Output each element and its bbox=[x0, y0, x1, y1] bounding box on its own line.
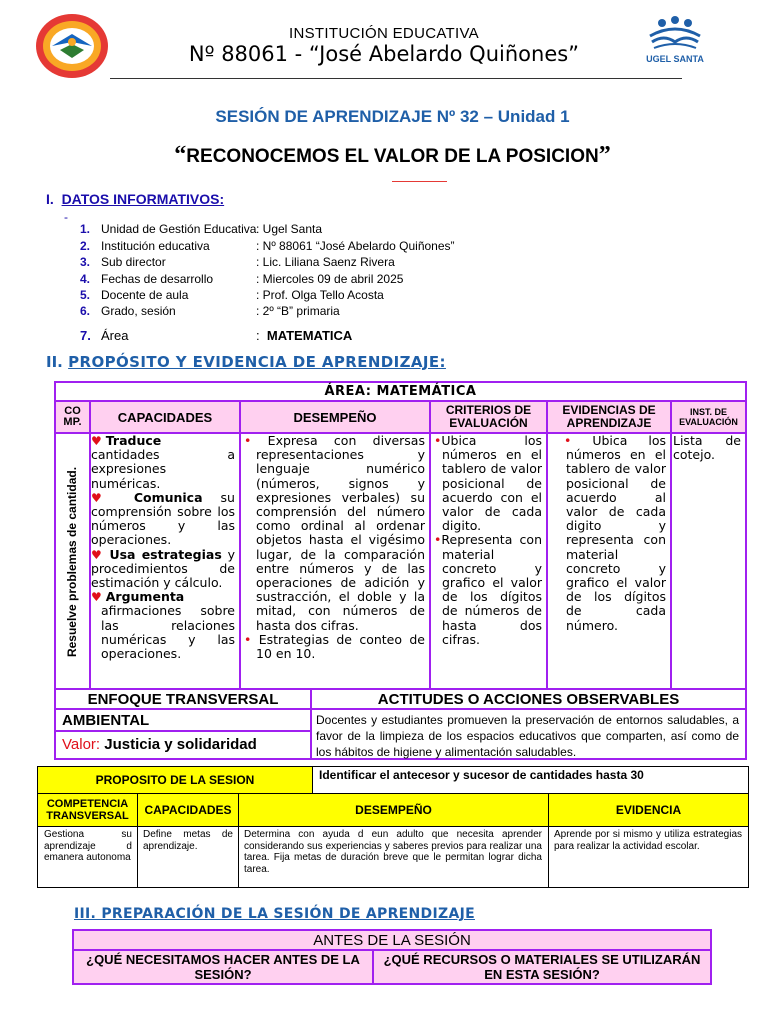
ptable-cell-comp: Gestiona su aprendizaje d emanera autonoma bbox=[37, 826, 138, 888]
antes-col1: ¿QUÉ NECESITAMOS HACER ANTES DE LA SESIÓN? bbox=[72, 949, 374, 985]
section2-heading bbox=[46, 353, 446, 371]
enfoque-value: AMBIENTAL bbox=[62, 712, 150, 729]
actitudes-text: Docentes y estudiantes promueven la preservación de entornos saludables, a favor de la limpieza de los espacios educativos que comparten, así como de los hábitos de higiene y alimentación saludables. bbox=[316, 713, 739, 759]
section1-num: I. bbox=[46, 191, 54, 207]
header-criterios: CRITERIOS DE EVALUACIÓN bbox=[429, 400, 548, 434]
ptable-cell-desempeno: Determina con ayuda d eun adulto que necesita aprender considerando sus experiencias y saberes previos para realizar una tarea. Fija metas de duración breve que le permitan lograr dicha tarea. bbox=[238, 826, 549, 888]
header-capacidades: CAPACIDADES bbox=[89, 400, 241, 434]
list-item: ♥ Traduce cantidades a expresiones numéricas. bbox=[91, 433, 235, 491]
list-item: • Expresa con diversas representaciones y lenguaje numérico (números, signos y expresiones verbales) su comprensión del número como ordinal al ordenar objetos hasta el vigésimo lugar, de la comparación entre números y de las operaciones de adición y sustracción, el doble y la mitad, con números de hasta dos cifras. bbox=[244, 433, 425, 633]
evidencia-cell bbox=[546, 432, 672, 690]
actitudes-cell bbox=[310, 708, 747, 760]
open-quote: “ bbox=[174, 142, 187, 168]
section1-heading bbox=[46, 191, 224, 207]
header-evidencias: EVIDENCIAS DE APRENDIZAJE bbox=[546, 400, 672, 434]
school-logo bbox=[34, 12, 110, 80]
ptable-header-capacidades: CAPACIDADES bbox=[137, 793, 239, 827]
header-desempeno: DESEMPEÑO bbox=[239, 400, 431, 434]
ptable-cell-evidencia: Aprende por si mismo y utiliza estrategias para realizar la actividad escolar. bbox=[548, 826, 749, 888]
proposito-value: Identificar el antecesor y sucesor de cantidades hasta 30 bbox=[319, 768, 644, 782]
capacidades-cell bbox=[89, 432, 241, 690]
section3-heading: III. PREPARACIÓN DE LA SESIÓN DE APRENDIZAJE bbox=[74, 906, 475, 922]
ugel-logo-text: UGEL SANTA bbox=[646, 54, 704, 64]
list-item: •Ubica los números en el tablero de valor posicional de acuerdo con el valor de cada digito. bbox=[434, 433, 542, 534]
antes-header bbox=[72, 929, 712, 951]
area-header-cell bbox=[54, 381, 747, 402]
ptable-header-evidencia: EVIDENCIA bbox=[548, 793, 749, 827]
ptable-header-desempeno: DESEMPEÑO bbox=[238, 793, 549, 827]
instrumento-text: Lista de cotejo. bbox=[673, 433, 741, 463]
proposito-cell bbox=[312, 766, 749, 794]
valor-value: Justicia y solidaridad bbox=[104, 736, 257, 753]
capacidades-text bbox=[91, 434, 235, 661]
valor-label: Valor: bbox=[62, 736, 101, 753]
desempeno-text bbox=[244, 434, 425, 661]
desempeno-cell bbox=[239, 432, 431, 690]
criterios-text bbox=[434, 434, 542, 647]
list-item: • Estrategias de conteo de 10 en 10. bbox=[244, 631, 425, 662]
institution-name: Nº 88061 - “José Abelardo Quiñones” bbox=[188, 42, 580, 66]
header-rule bbox=[110, 78, 682, 79]
list-item: ♥ Usa estrategias y procedimientos de estimación y cálculo. bbox=[91, 546, 236, 591]
enfoque-header: ENFOQUE TRANSVERSAL bbox=[54, 688, 312, 710]
section2-num: II. bbox=[46, 353, 63, 371]
antes-title: ANTES DE LA SESIÓN bbox=[313, 931, 471, 949]
institution-label: INSTITUCIÓN EDUCATIVA bbox=[289, 25, 479, 42]
dash-marker: - bbox=[64, 210, 68, 224]
antes-col2: ¿QUÉ RECURSOS O MATERIALES SE UTILIZARÁN EN ESTA SESIÓN? bbox=[372, 949, 712, 985]
proposito-label: PROPOSITO DE LA SESION bbox=[37, 766, 313, 794]
list-item: •Representa con material concreto y grafico el valor de los dígitos de números de hasta dos cifras. bbox=[434, 532, 542, 647]
area-title: ÁREA: MATEMÁTICA bbox=[324, 384, 477, 399]
header-inst: INST. DE EVALUACIÓN bbox=[670, 400, 747, 434]
session-title: SESIÓN DE APRENDIZAJE Nº 32 – Unidad 1 bbox=[215, 107, 570, 126]
competencia-label: Resuelve problemas de cantidad. bbox=[65, 466, 79, 658]
section1-title: DATOS INFORMATIVOS: bbox=[61, 191, 225, 207]
enfoque-cell bbox=[54, 708, 312, 732]
instrumento-cell bbox=[670, 432, 747, 690]
topic-text: RECONOCEMOS EL VALOR DE LA POSICION bbox=[186, 146, 599, 167]
actitudes-header: ACTITUDES O ACCIONES OBSERVABLES bbox=[310, 688, 747, 710]
ptable-cell-capacidades: Define metas de aprendizaje. bbox=[137, 826, 239, 888]
list-item: ♥ Argumenta afirmaciones sobre las relaciones numéricas y las operaciones. bbox=[91, 589, 235, 662]
valor-line bbox=[62, 736, 257, 753]
evidencia-text: • Ubica los números en el tablero de valor posicional de acuerdo al valor de cada digito y representa con material concreto y grafico el valor de los dígitos de cada número. bbox=[564, 433, 666, 633]
session-topic bbox=[0, 142, 768, 169]
criterios-cell bbox=[429, 432, 548, 690]
valor-cell bbox=[54, 730, 312, 760]
title-underline bbox=[392, 181, 447, 182]
list-item: ♥ Comunica su comprensión sobre los números y las operaciones. bbox=[91, 489, 235, 548]
section2-title: PROPÓSITO Y EVIDENCIA DE APRENDIZAJE: bbox=[68, 353, 446, 371]
ptable-header-comp: COMPETENCIA TRANSVERSAL bbox=[37, 793, 138, 827]
header-comp: CO MP. bbox=[54, 400, 91, 434]
close-quote: ” bbox=[598, 142, 611, 168]
